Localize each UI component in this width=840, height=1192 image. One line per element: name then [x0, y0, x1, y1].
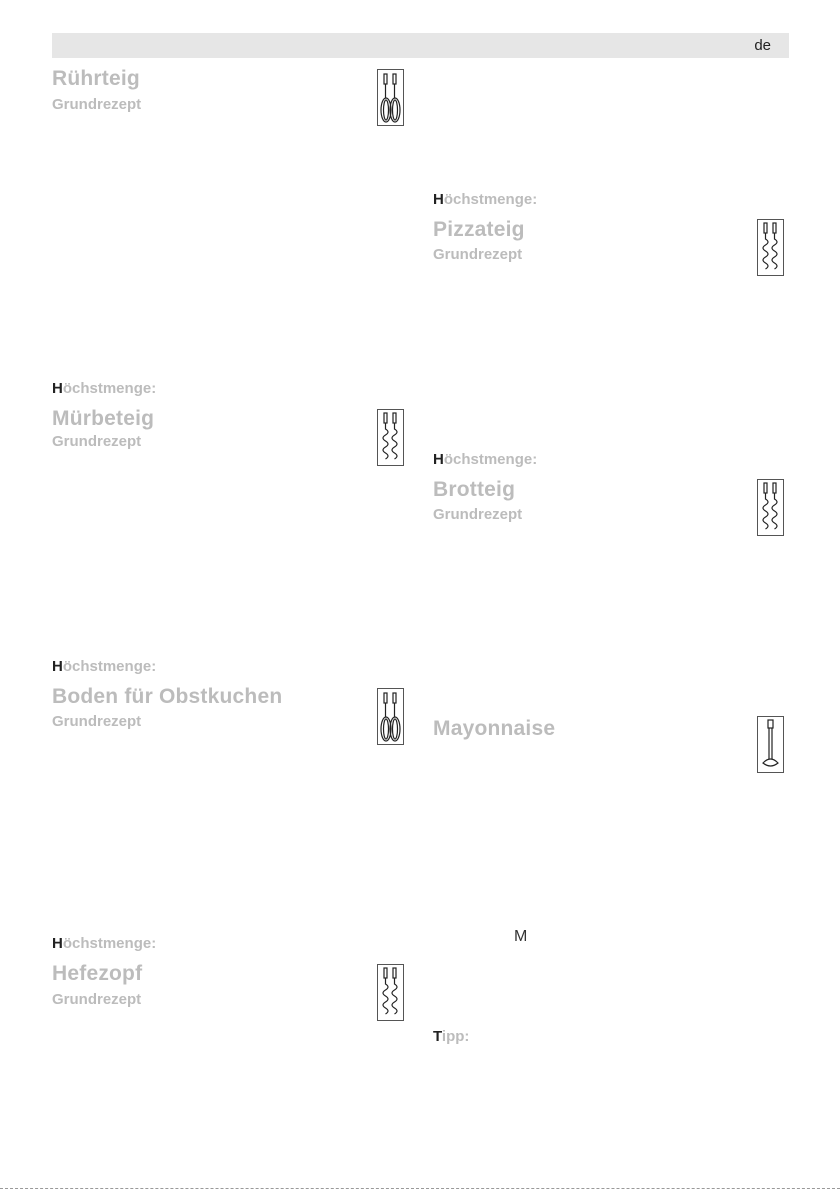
header-bar	[52, 33, 789, 58]
label-initial: H	[433, 191, 444, 208]
label-initial: T	[433, 1028, 442, 1045]
dough-hook-icon	[377, 964, 404, 1021]
recipe-subtitle: Grundrezept	[52, 713, 142, 730]
recipe-title-hefezopf: Hefezopf	[52, 962, 143, 985]
letter-m: M	[514, 928, 528, 945]
recipe-title-ruehrteig: Rührteig	[52, 67, 140, 90]
tip-label: Tipp:	[433, 1028, 470, 1045]
label-initial: H	[52, 380, 63, 397]
max-amount-label: Höchstmenge:	[52, 935, 157, 952]
recipe-subtitle: Grundrezept	[433, 506, 523, 523]
recipe-subtitle: Grundrezept	[52, 96, 142, 113]
dough-hook-icon	[757, 219, 784, 276]
label-initial: H	[52, 658, 63, 675]
recipe-subtitle: Grundrezept	[433, 246, 523, 263]
recipe-title-pizzateig: Pizzateig	[433, 218, 525, 241]
whisk-icon	[377, 69, 404, 126]
max-amount-label: Höchstmenge:	[52, 658, 157, 675]
max-amount-label: Höchstmenge:	[52, 380, 157, 397]
dough-hook-icon	[757, 479, 784, 536]
recipe-title-mayonnaise: Mayonnaise	[433, 717, 556, 740]
label-initial: H	[52, 935, 63, 952]
bottom-rule	[0, 1188, 840, 1189]
max-amount-label: Höchstmenge:	[433, 191, 538, 208]
max-amount-label: Höchstmenge:	[433, 451, 538, 468]
recipe-title-boden: Boden für Obstkuchen	[52, 685, 283, 708]
language-code: de	[754, 37, 771, 54]
whisk-icon	[377, 688, 404, 745]
recipe-subtitle: Grundrezept	[52, 991, 142, 1008]
recipe-title-brotteig: Brotteig	[433, 478, 516, 501]
recipe-subtitle: Grundrezept	[52, 433, 142, 450]
label-initial: H	[433, 451, 444, 468]
dough-hook-icon	[377, 409, 404, 466]
recipe-title-muerbeteig: Mürbeteig	[52, 407, 155, 430]
blender-icon	[757, 716, 784, 773]
